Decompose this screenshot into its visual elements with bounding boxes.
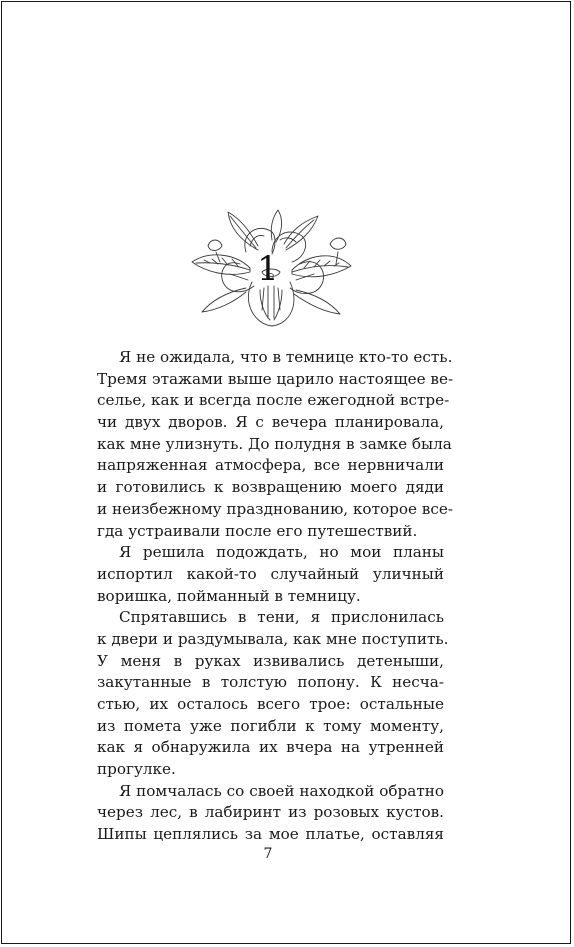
chapter-number: 1 (257, 249, 279, 289)
text-line: закутанные в толстую попону. К несча- (97, 673, 444, 692)
page-number: 7 (263, 846, 273, 862)
text-line: и неизбежному празднованию, которое все- (97, 499, 453, 518)
text-line: как я обнаружила их вчера на утренней (97, 738, 444, 757)
text-line: через лес, в лабиринт из розовых кустов. (97, 803, 444, 822)
text-line: Я помчалась со своей находкой обратно (119, 781, 444, 800)
text-line: испортил какой-то случайный уличный (97, 564, 444, 583)
text-line: воришка, пойманный в темницу. (97, 586, 361, 605)
text-line: гда устраивали после его путешествий. (97, 521, 418, 540)
text-line: как мне улизнуть. До полудня в замке была (97, 434, 452, 453)
text-line: Тремя этажами выше царило настоящее ве- (97, 369, 454, 388)
text-line: Я не ожидала, что в темнице кто-то есть. (119, 348, 453, 366)
text-line: У меня в руках извивались детеныши, (97, 651, 444, 670)
chapter-body (97, 347, 454, 846)
text-line: чи двух дворов. Я с вечера планировала, (97, 413, 444, 432)
text-line: Я решила подождать, но мои планы (119, 543, 444, 562)
text-line: к двери и раздумывала, как мне поступить. (97, 629, 449, 648)
text-line: прогулке. (97, 760, 176, 779)
text-line: напряженная атмосфера, все нервничали (97, 456, 444, 475)
text-line: стью, их осталось всего трое: остальные (97, 695, 444, 713)
text-line: селье, как и всегда после ежегодной встре- (97, 391, 450, 410)
text-line: Спрятавшись в тени, я прислонилась (119, 608, 444, 627)
book-page (1, 1, 571, 944)
text-line: Шипы цеплялись за мое платье, оставляя (97, 825, 444, 844)
text-line: из помета уже погибли к тому моменту, (97, 716, 444, 735)
text-line: и готовились к возвращению моего дяди (97, 478, 444, 497)
